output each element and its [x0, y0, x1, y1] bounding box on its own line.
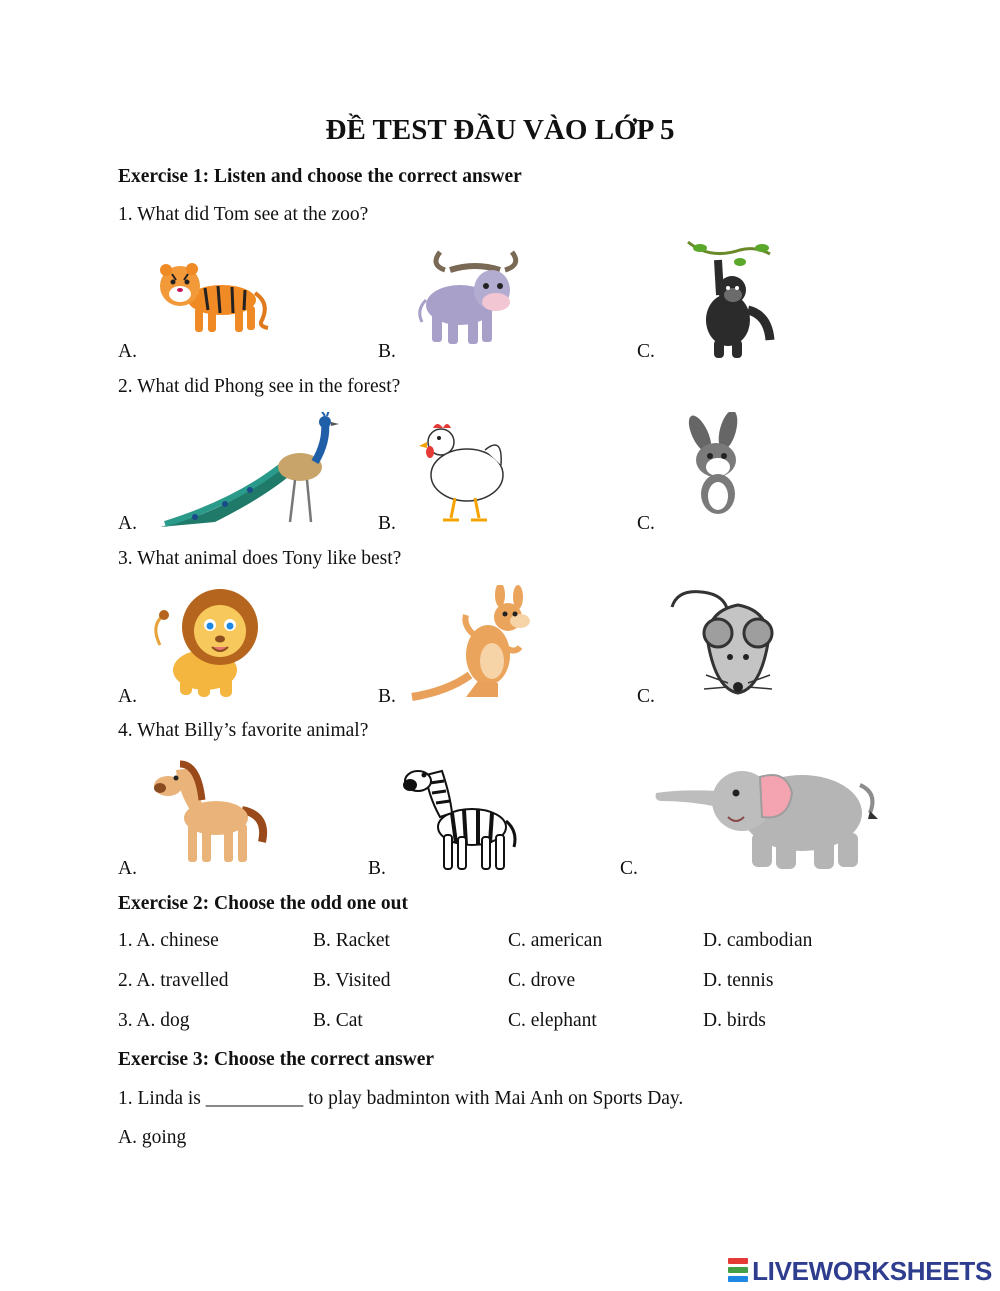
question-2: 2. What did Phong see in the forest?	[118, 376, 401, 397]
ex2-row2-option-b[interactable]: B. Visited	[313, 970, 391, 991]
ex2-row1-option-c[interactable]: C. american	[508, 930, 603, 951]
q4-option-b-label[interactable]: B.	[368, 858, 386, 879]
ex2-row3-option-b[interactable]: B. Cat	[313, 1010, 363, 1031]
q2-option-b-label[interactable]: B.	[378, 513, 396, 534]
question-1: 1. What did Tom see at the zoo?	[118, 204, 369, 225]
ex2-row2-option-a[interactable]: 2. A. travelled	[118, 970, 229, 991]
peacock-image[interactable]	[155, 412, 345, 532]
ex2-row2-option-d[interactable]: D. tennis	[703, 970, 774, 991]
ex2-row2-option-c[interactable]: C. drove	[508, 970, 576, 991]
ex2-row1-option-a[interactable]: 1. A. chinese	[118, 930, 219, 951]
chicken-image[interactable]	[415, 420, 510, 525]
q2-option-c-label[interactable]: C.	[637, 513, 655, 534]
mouse-image[interactable]	[668, 583, 793, 705]
ex3-question-1: 1. Linda is __________ to play badminton with Mai Anh on Sports Day.	[118, 1088, 684, 1109]
ex2-row3-option-c[interactable]: C. elephant	[508, 1010, 597, 1031]
q3-option-b-label[interactable]: B.	[378, 686, 396, 707]
page-title: ĐỀ TEST ĐẦU VÀO LỚP 5	[325, 114, 675, 146]
gorilla-image[interactable]	[680, 240, 780, 360]
logo-text: LIVEWORKSHEETS	[752, 1255, 992, 1286]
exercise-3-heading: Exercise 3: Choose the correct answer	[118, 1049, 435, 1070]
tiger-image[interactable]	[150, 258, 275, 338]
lion-image[interactable]	[150, 585, 260, 700]
buffalo-image[interactable]	[410, 250, 535, 350]
ex2-row1-option-b[interactable]: B. Racket	[313, 930, 390, 951]
ex2-row3-option-d[interactable]: D. birds	[703, 1010, 766, 1031]
q1-option-b-label[interactable]: B.	[378, 341, 396, 362]
q3-option-a-label[interactable]: A.	[118, 686, 137, 707]
ex2-row3-option-a[interactable]: 3. A. dog	[118, 1010, 190, 1031]
exercise-1-heading: Exercise 1: Listen and choose the correct answer	[118, 166, 522, 187]
logo-blocks-icon	[728, 1258, 748, 1284]
rabbit-image[interactable]	[670, 412, 770, 527]
liveworksheets-logo[interactable]	[728, 1256, 992, 1286]
q1-option-a-label[interactable]: A.	[118, 341, 137, 362]
kangaroo-image[interactable]	[408, 585, 543, 703]
q4-option-a-label[interactable]: A.	[118, 858, 137, 879]
question-4: 4. What Billy’s favorite animal?	[118, 720, 369, 741]
elephant-image[interactable]	[652, 755, 882, 877]
q4-option-c-label[interactable]: C.	[620, 858, 638, 879]
zebra-image[interactable]	[400, 755, 525, 875]
q2-option-a-label[interactable]: A.	[118, 513, 137, 534]
ex3-option-a[interactable]: A. going	[118, 1127, 187, 1148]
ex2-row1-option-d[interactable]: D. cambodian	[703, 930, 813, 951]
question-3: 3. What animal does Tony like best?	[118, 548, 402, 569]
q3-option-c-label[interactable]: C.	[637, 686, 655, 707]
q1-option-c-label[interactable]: C.	[637, 341, 655, 362]
horse-image[interactable]	[150, 760, 275, 870]
exercise-2-heading: Exercise 2: Choose the odd one out	[118, 893, 408, 914]
